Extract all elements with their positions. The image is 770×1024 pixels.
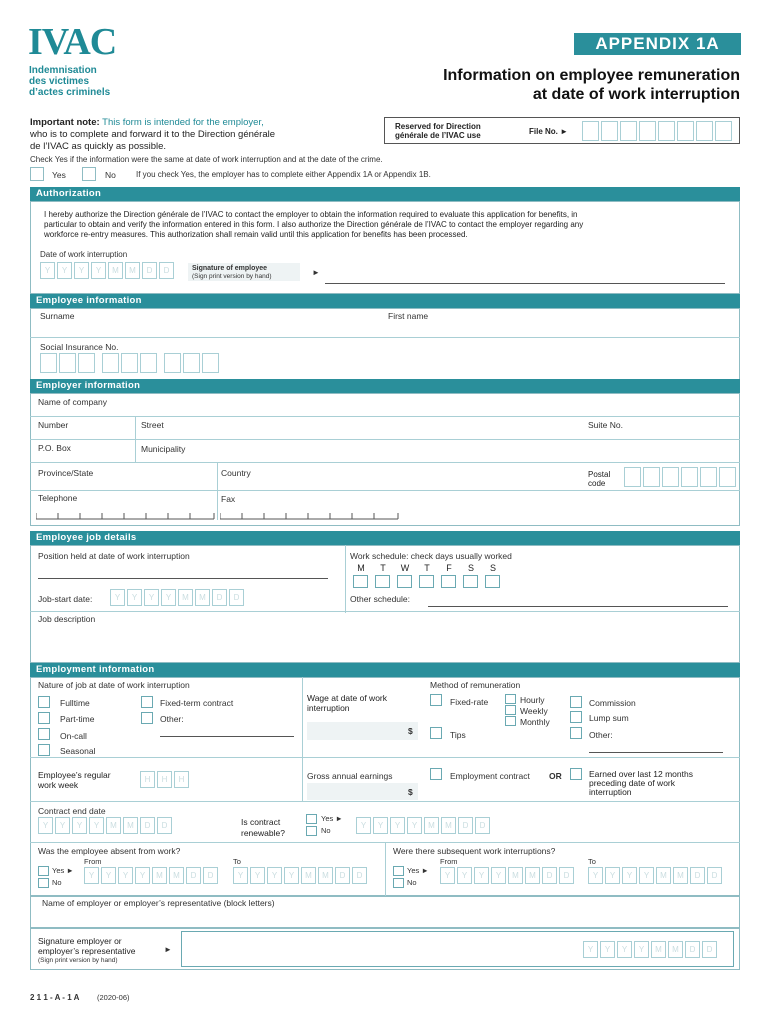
wage-dollar: $ [408,726,413,736]
input-cell[interactable] [681,467,698,487]
tips-checkbox[interactable] [430,727,442,739]
input-cell[interactable]: Y [491,867,506,884]
telephone-tick-line[interactable] [36,508,216,520]
input-cell[interactable]: M [668,941,683,958]
input-cell[interactable]: M [169,867,184,884]
sin-cells[interactable] [40,353,219,373]
tips-label: Tips [450,730,466,740]
authorization-text: I hereby authorize the Direction générale de l’IVAC to contact the employer to obtain the information required to evaluate this application for benefits, in particular to obtain and verify the information entered in this form. I also authorize the Direction générale de l’IVAC to contact the employer regarding any workforce re-entry measures. This authorization shall remain valid until this application for benefits has been processed. [44,210,584,239]
input-cell[interactable]: M [656,867,671,884]
gross-earnings-label: Gross annual earnings [307,771,393,781]
method-label: Method of remuneration [430,680,521,690]
input-cell[interactable] [677,121,694,141]
input-cell[interactable]: Y [233,867,248,884]
contract-end-cells[interactable] [38,817,172,834]
input-cell[interactable] [59,353,76,373]
input-cell[interactable] [102,353,119,373]
input-cell[interactable]: Y [110,589,125,606]
telephone-label: Telephone [38,493,78,503]
input-cell[interactable]: H [174,771,189,788]
date-interruption-label: Date of work interruption [40,250,128,259]
employment-contract-label: Employment contract [450,771,530,781]
input-cell[interactable] [620,121,637,141]
absent-yes-checkbox[interactable] [38,866,49,876]
input-cell[interactable]: D [203,867,218,884]
other-schedule-label: Other schedule: [350,594,411,604]
yes-label: Yes [52,170,66,180]
other-schedule-line[interactable] [428,606,728,607]
absent-from-cells[interactable] [84,867,218,884]
oncall-label: On-call [60,731,87,741]
logo-subtitle: Indemnisation des victimes d’actes criminels [29,65,111,98]
signature-date-cells[interactable] [583,941,717,958]
job-description-label: Job description [38,614,96,624]
fax-label: Fax [221,494,236,504]
employment-contract-checkbox[interactable] [430,768,442,780]
appendix-badge: APPENDIX 1A [574,33,741,55]
fixed-term-label: Fixed-term contract [160,698,234,708]
postal-code-label: Postal code [588,470,611,488]
input-cell[interactable]: D [142,262,157,279]
divider [30,337,740,338]
input-cell[interactable]: D [707,867,722,884]
input-cell[interactable]: M [301,867,316,884]
monthly-checkbox[interactable] [505,716,516,726]
day-letters: M T W T F S S [357,563,496,573]
commission-checkbox[interactable] [570,696,582,708]
job-start-cells[interactable] [110,589,244,606]
input-cell[interactable]: D [140,817,155,834]
input-cell[interactable]: M [108,262,123,279]
municipality-label: Municipality [141,444,186,454]
input-cell[interactable]: M [525,867,540,884]
divider [30,801,740,802]
input-cell[interactable] [658,121,675,141]
company-label: Name of company [38,397,107,407]
reserved-box: Reserved for Direction générale de l’IVAC use File No. ► [384,117,740,144]
gross-earnings-field[interactable] [307,783,418,800]
input-cell[interactable] [121,353,138,373]
regular-week-cells[interactable] [140,771,189,788]
other-method-checkbox[interactable] [570,727,582,739]
hourly-label: Hourly [520,695,545,705]
input-cell[interactable]: Y [605,867,620,884]
renewable-yes-label: Yes ► [321,814,343,823]
absent-to-label: To [233,857,241,866]
renewable-no-label: No [321,826,331,835]
absent-yes-label: Yes ► [52,866,74,875]
input-cell[interactable]: D [458,817,473,834]
employer-signature-arrow: ► [164,945,172,954]
input-cell[interactable]: M [152,867,167,884]
no-checkbox[interactable] [82,167,96,181]
form-code: 2 1 1 - A - 1 A [30,993,80,1002]
divider [217,462,218,490]
renewal-date-cells[interactable] [356,817,490,834]
fulltime-checkbox[interactable] [38,696,50,708]
subsequent-yes-checkbox[interactable] [393,866,404,876]
input-cell[interactable]: Y [267,867,282,884]
employer-signature-sub: (Sign print version by hand) [38,957,118,964]
earned-12-months-label: Earned over last 12 months preceding date of work interruption [589,769,693,797]
subsequent-label: Were there subsequent work interruptions? [393,846,556,856]
input-cell[interactable]: D [335,867,350,884]
seasonal-checkbox[interactable] [38,744,50,756]
absent-to-cells[interactable] [233,867,367,884]
subsequent-no-label: No [407,878,417,887]
input-cell[interactable]: M [106,817,121,834]
important-note: Important note: This form is intended for the employer, who is to complete and forward it to the Direction générale de l’IVAC as quickly as possible. [30,117,276,152]
other-method-line[interactable] [589,752,723,753]
regular-week-label: Employee’s regular work week [38,770,111,790]
subsequent-yes-label: Yes ► [407,866,429,875]
divider [30,757,740,758]
fixed-rate-label: Fixed-rate [450,697,489,707]
wage-label: Wage at date of work interruption [307,693,388,713]
input-cell[interactable]: D [186,867,201,884]
number-label: Number [38,420,69,430]
input-cell[interactable] [582,121,599,141]
position-label: Position held at date of work interruption [38,551,190,561]
input-cell[interactable]: Y [38,817,53,834]
renewable-no-checkbox[interactable] [306,826,317,836]
input-cell[interactable]: D [559,867,574,884]
renewable-label: Is contract renewable? [241,817,285,838]
oncall-checkbox[interactable] [38,728,50,740]
input-cell[interactable]: Y [373,817,388,834]
input-cell[interactable]: Y [457,867,472,884]
lump-sum-checkbox[interactable] [570,711,582,723]
surname-label: Surname [40,311,75,321]
svg-text:IVAC: IVAC [28,24,117,58]
subsequent-from-cells[interactable] [440,867,574,884]
input-cell[interactable] [202,353,219,373]
divider [302,757,303,801]
input-cell[interactable]: Y [84,867,99,884]
signature-arrow: ► [312,268,320,277]
job-start-label: Job-start date: [38,594,93,604]
input-cell[interactable]: Y [101,867,116,884]
job-details-header: Employee job details [30,531,740,545]
subsequent-to-cells[interactable] [588,867,722,884]
input-cell[interactable]: M [424,817,439,834]
employer-name-input[interactable] [40,909,730,925]
divider [217,490,218,520]
input-cell[interactable]: Y [40,262,55,279]
input-cell[interactable]: M [123,817,138,834]
absent-label: Was the employee absent from work? [38,846,181,856]
employment-info-header: Employment information [30,663,740,677]
input-cell[interactable]: D [157,817,172,834]
divider [385,842,386,896]
input-cell[interactable]: Y [118,867,133,884]
input-cell[interactable]: M [195,589,210,606]
input-cell[interactable]: Y [284,867,299,884]
province-label: Province/State [38,468,94,478]
input-cell[interactable]: M [651,941,666,958]
contract-end-label: Contract end date [38,806,106,816]
subsequent-from-label: From [440,857,458,866]
input-cell[interactable]: Y [57,262,72,279]
other-nature-label: Other: [160,714,184,724]
employee-signature-line[interactable] [325,283,725,284]
input-cell[interactable]: Y [91,262,106,279]
input-cell[interactable]: D [690,867,705,884]
surname-input[interactable] [40,322,380,336]
hourly-checkbox[interactable] [505,694,516,704]
monthly-label: Monthly [520,717,550,727]
ivac-logo-mark [28,24,128,58]
input-cell[interactable]: Y [588,867,603,884]
input-cell[interactable]: Y [89,817,104,834]
input-cell[interactable] [183,353,200,373]
work-schedule-label: Work schedule: check days usually worked [350,551,512,561]
input-cell[interactable] [40,353,57,373]
input-cell[interactable]: D [702,941,717,958]
input-cell[interactable]: Y [144,589,159,606]
input-cell[interactable] [662,467,679,487]
file-number-cells[interactable] [582,121,732,141]
input-cell[interactable]: D [475,817,490,834]
input-cell[interactable]: Y [407,817,422,834]
input-cell[interactable]: Y [356,817,371,834]
input-cell[interactable]: Y [583,941,598,958]
ivac-logo [28,24,128,63]
input-cell[interactable]: Y [55,817,70,834]
divider [302,677,303,757]
date-interruption-cells[interactable] [40,262,174,279]
input-cell[interactable] [78,353,95,373]
form-date: (2020-06) [97,993,130,1002]
parttime-checkbox[interactable] [38,712,50,724]
page-title: Information on employee remuneration at date of work interruption [443,67,740,103]
employer-signature-label: Signature employer or employer’s representative [38,936,136,956]
nature-label: Nature of job at date of work interruption [38,680,190,690]
divider [345,545,346,613]
input-cell[interactable]: Y [161,589,176,606]
input-cell[interactable]: M [673,867,688,884]
or-label: OR [549,771,562,781]
input-cell[interactable]: Y [74,262,89,279]
absent-no-checkbox[interactable] [38,878,49,888]
check-note: If you check Yes, the employer has to complete either Appendix 1A or Appendix 1B. [136,170,431,179]
other-nature-line[interactable] [160,736,294,737]
input-cell[interactable]: M [318,867,333,884]
input-cell[interactable]: H [140,771,155,788]
divider [135,416,136,439]
fixed-rate-checkbox[interactable] [430,694,442,706]
input-cell[interactable]: Y [634,941,649,958]
input-cell[interactable]: D [159,262,174,279]
input-cell[interactable]: Y [440,867,455,884]
fax-tick-line[interactable] [220,508,400,520]
subsequent-to-label: To [588,857,596,866]
input-cell[interactable]: Y [127,589,142,606]
divider [30,439,740,440]
input-cell[interactable] [700,467,717,487]
fulltime-label: Fulltime [60,698,90,708]
file-number-label: File No. ► [529,127,569,136]
postal-code-cells[interactable] [624,467,736,487]
renewable-yes-checkbox[interactable] [306,814,317,824]
input-cell[interactable]: M [178,589,193,606]
lump-sum-label: Lump sum [589,713,629,723]
divider [30,611,740,612]
input-cell[interactable]: M [441,817,456,834]
parttime-label: Part-time [60,714,95,724]
street-label: Street [141,420,164,430]
fixed-term-checkbox[interactable] [141,696,153,708]
input-cell[interactable]: Y [390,817,405,834]
input-cell[interactable]: D [212,589,227,606]
divider [135,439,136,462]
input-cell[interactable] [164,353,181,373]
seasonal-label: Seasonal [60,746,96,756]
position-line[interactable] [38,578,328,579]
input-cell[interactable]: M [125,262,140,279]
weekly-checkbox[interactable] [505,705,516,715]
first-name-label: First name [388,311,429,321]
absent-no-label: No [52,878,62,887]
input-cell[interactable] [696,121,713,141]
input-cell[interactable]: Y [600,941,615,958]
employee-signature-sub: (Sign print version by hand) [192,273,272,280]
gross-dollar: $ [408,787,413,797]
check-instruction: Check Yes if the information were the same at date of work interruption and at the date of the crime. [30,155,383,164]
yes-checkbox[interactable] [30,167,44,181]
divider [30,462,740,463]
absent-from-label: From [84,857,102,866]
other-method-label: Other: [589,730,613,740]
input-cell[interactable]: Y [474,867,489,884]
input-cell[interactable]: Y [135,867,150,884]
wage-field[interactable] [307,722,418,740]
weekly-label: Weekly [520,706,548,716]
suite-label: Suite No. [588,420,623,430]
employee-info-header: Employee information [30,294,740,308]
input-cell[interactable] [715,121,732,141]
input-cell[interactable] [601,121,618,141]
first-name-input[interactable] [388,322,728,336]
other-nature-checkbox[interactable] [141,712,153,724]
no-label: No [105,170,116,180]
input-cell[interactable] [639,121,656,141]
divider [30,416,740,417]
input-cell[interactable] [624,467,641,487]
day-checkboxes[interactable] [353,575,500,588]
input-cell[interactable]: D [542,867,557,884]
input-cell[interactable]: Y [639,867,654,884]
authorization-header: Authorization [30,187,740,201]
employer-name-label: Name of employer or employer’s representative (block letters) [42,898,275,908]
earned-12-months-checkbox[interactable] [570,768,582,780]
input-cell[interactable]: H [157,771,172,788]
input-cell[interactable] [643,467,660,487]
input-cell[interactable]: M [508,867,523,884]
input-cell[interactable] [140,353,157,373]
input-cell[interactable]: Y [72,817,87,834]
sin-label: Social Insurance No. [40,342,119,352]
employee-signature-label: Signature of employee [192,265,268,272]
input-cell[interactable] [719,467,736,487]
input-cell[interactable]: Y [250,867,265,884]
input-cell[interactable]: Y [617,941,632,958]
subsequent-no-checkbox[interactable] [393,878,404,888]
input-cell[interactable]: D [352,867,367,884]
employer-info-header: Employer information [30,379,740,393]
commission-label: Commission [589,698,636,708]
po-box-label: P.O. Box [38,443,71,453]
country-label: Country [221,468,251,478]
input-cell[interactable]: D [229,589,244,606]
divider [30,490,740,491]
input-cell[interactable]: D [685,941,700,958]
input-cell[interactable]: Y [622,867,637,884]
